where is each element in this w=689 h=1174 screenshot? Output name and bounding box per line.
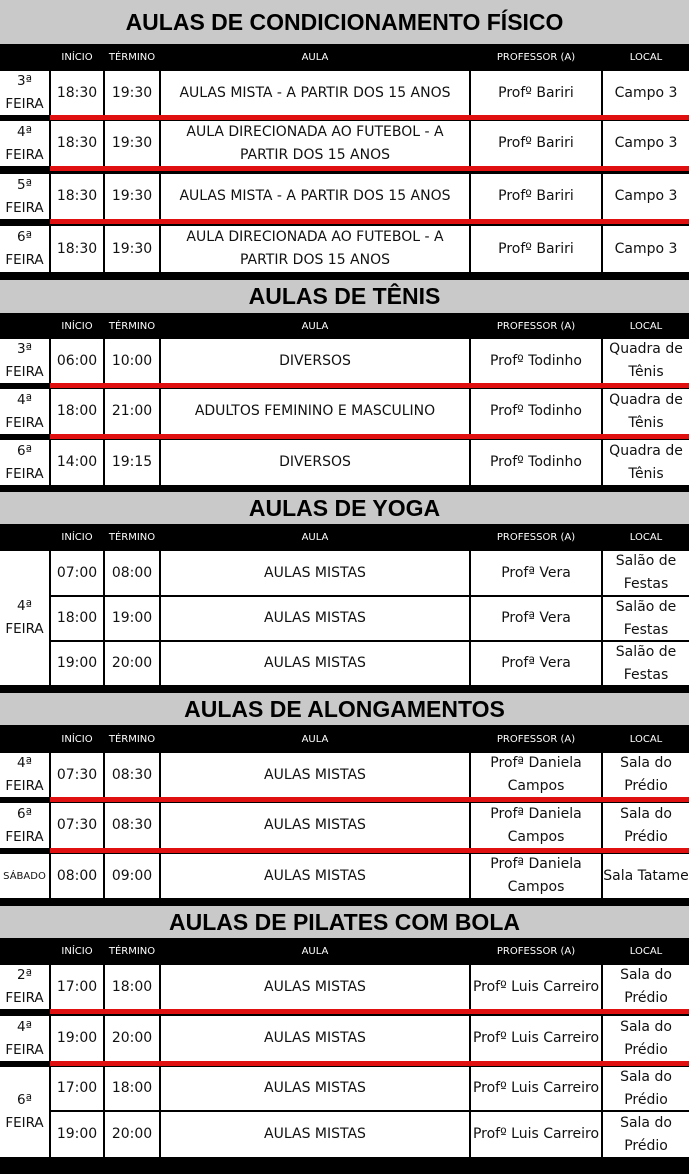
place-cell: Sala do Prédio [603,1112,689,1157]
section-title: AULAS DE ALONGAMENTOS [0,693,689,725]
teacher-cell: Profº Todinho [471,339,601,383]
header-professor: PROFESSOR (A) [496,946,576,957]
end-cell: 10:00 [105,339,159,383]
class-cell: AULAS MISTAS [161,597,469,640]
start-cell: 18:30 [51,121,103,166]
teacher-cell: Profª Daniela Campos [471,854,601,898]
start-cell: 14:00 [51,440,103,485]
teacher-cell: Profº Luis Carreiro [471,1016,601,1061]
class-cell: DIVERSOS [161,440,469,485]
end-cell: 19:30 [105,174,159,219]
end-cell: 20:00 [105,642,159,685]
teacher-cell: Profª Daniela Campos [471,753,601,797]
start-cell: 17:00 [51,965,103,1009]
day-cell: 2ª FEIRA [0,965,49,1009]
end-cell: 21:00 [105,389,159,434]
class-cell: AULAS MISTAS [161,642,469,685]
day-cell: 6ª FEIRA [0,440,49,485]
end-cell: 19:30 [105,71,159,115]
place-cell: Sala do Prédio [603,803,689,848]
start-cell: 17:00 [51,1067,103,1110]
day-cell: 4ª FEIRA [0,1016,49,1061]
header-aula: AULA [301,52,329,63]
teacher-cell: Profª Vera [471,642,601,685]
end-cell: 19:00 [105,597,159,640]
day-cell: 4ª FEIRA [0,121,49,166]
place-cell: Quadra de Tênis [603,339,689,383]
place-cell: Quadra de Tênis [603,389,689,434]
header-aula: AULA [301,733,329,745]
teacher-cell: Profº Bariri [471,121,601,166]
header-inicio: INÍCIO [61,320,93,332]
header-inicio: INÍCIO [61,733,93,745]
column-header-row [0,727,689,751]
class-cell: AULAS MISTAS [161,753,469,797]
header-professor: PROFESSOR (A) [496,52,576,63]
column-header-row [0,526,689,549]
header-termino: TÉRMINO [108,52,156,63]
start-cell: 07:30 [51,753,103,797]
start-cell: 19:00 [51,1016,103,1061]
start-cell: 08:00 [51,854,103,898]
row-separator [50,1061,689,1066]
start-cell: 07:30 [51,803,103,848]
teacher-cell: Profª Vera [471,597,601,640]
day-cell: 6ª FEIRA [0,803,49,848]
day-cell: 3ª FEIRA [0,71,49,115]
place-cell: Sala Tatame [603,854,689,898]
header-local: LOCAL [629,532,663,543]
header-local: LOCAL [629,320,663,332]
row-separator [50,219,689,224]
teacher-cell: Profº Bariri [471,174,601,219]
end-cell: 19:15 [105,440,159,485]
start-cell: 18:30 [51,71,103,115]
section-title: AULAS DE YOGA [0,492,689,524]
teacher-cell: Profª Daniela Campos [471,803,601,848]
day-cell: 3ª FEIRA [0,339,49,383]
header-aula: AULA [301,320,329,332]
place-cell: Salão de Festas [603,597,689,640]
header-inicio: INÍCIO [61,532,93,543]
class-cell: AULAS MISTA - A PARTIR DOS 15 ANOS [161,71,469,115]
header-local: LOCAL [629,52,663,63]
day-cell: SÁBADO [0,854,49,898]
place-cell: Sala do Prédio [603,965,689,1009]
header-termino: TÉRMINO [108,532,156,543]
header-aula: AULA [301,532,329,543]
teacher-cell: Profª Vera [471,551,601,595]
teacher-cell: Profº Luis Carreiro [471,1067,601,1110]
class-cell: AULAS MISTAS [161,1112,469,1157]
column-header-row [0,940,689,963]
header-termino: TÉRMINO [108,320,156,332]
section-title: AULAS DE PILATES COM BOLA [0,906,689,938]
class-cell: AULAS MISTAS [161,551,469,595]
start-cell: 18:30 [51,226,103,272]
section-title: AULAS DE TÊNIS [0,280,689,313]
header-local: LOCAL [629,733,663,745]
end-cell: 09:00 [105,854,159,898]
end-cell: 08:30 [105,803,159,848]
place-cell: Salão de Festas [603,642,689,685]
class-cell: DIVERSOS [161,339,469,383]
start-cell: 18:30 [51,174,103,219]
place-cell: Campo 3 [603,121,689,166]
end-cell: 18:00 [105,1067,159,1110]
class-cell: ADULTOS FEMININO E MASCULINO [161,389,469,434]
row-separator [50,166,689,171]
header-local: LOCAL [629,946,663,957]
class-cell: AULA DIRECIONADA AO FUTEBOL - A PARTIR DOS 15 ANOS [161,121,469,166]
teacher-cell: Profº Luis Carreiro [471,1112,601,1157]
end-cell: 20:00 [105,1112,159,1157]
teacher-cell: Profº Luis Carreiro [471,965,601,1009]
teacher-cell: Profº Todinho [471,440,601,485]
start-cell: 06:00 [51,339,103,383]
header-inicio: INÍCIO [61,52,93,63]
teacher-cell: Profº Todinho [471,389,601,434]
row-separator [50,848,689,853]
day-cell: 4ª FEIRA [0,551,49,685]
end-cell: 08:30 [105,753,159,797]
end-cell: 20:00 [105,1016,159,1061]
class-cell: AULAS MISTA - A PARTIR DOS 15 ANOS [161,174,469,219]
start-cell: 18:00 [51,597,103,640]
class-cell: AULA DIRECIONADA AO FUTEBOL - A PARTIR DOS 15 ANOS [161,226,469,272]
row-separator [50,115,689,120]
end-cell: 19:30 [105,226,159,272]
row-separator [50,797,689,802]
end-cell: 18:00 [105,965,159,1009]
place-cell: Campo 3 [603,226,689,272]
end-cell: 08:00 [105,551,159,595]
column-header-row [0,315,689,337]
day-cell: 6ª FEIRA [0,226,49,272]
row-separator [50,383,689,388]
day-cell: 5ª FEIRA [0,174,49,219]
class-cell: AULAS MISTAS [161,965,469,1009]
day-cell: 4ª FEIRA [0,389,49,434]
header-termino: TÉRMINO [108,733,156,745]
end-cell: 19:30 [105,121,159,166]
header-professor: PROFESSOR (A) [496,532,576,543]
place-cell: Campo 3 [603,71,689,115]
header-professor: PROFESSOR (A) [496,320,576,332]
class-cell: AULAS MISTAS [161,803,469,848]
header-termino: TÉRMINO [108,946,156,957]
day-cell: 6ª FEIRA [0,1067,49,1157]
place-cell: Sala do Prédio [603,1016,689,1061]
class-cell: AULAS MISTAS [161,854,469,898]
row-separator [50,434,689,439]
place-cell: Salão de Festas [603,551,689,595]
start-cell: 18:00 [51,389,103,434]
start-cell: 07:00 [51,551,103,595]
row-separator [50,1009,689,1014]
teacher-cell: Profº Bariri [471,226,601,272]
place-cell: Campo 3 [603,174,689,219]
start-cell: 19:00 [51,1112,103,1157]
class-cell: AULAS MISTAS [161,1067,469,1110]
header-aula: AULA [301,946,329,957]
column-header-row [0,46,689,69]
place-cell: Sala do Prédio [603,1067,689,1110]
start-cell: 19:00 [51,642,103,685]
header-inicio: INÍCIO [61,946,93,957]
class-cell: AULAS MISTAS [161,1016,469,1061]
place-cell: Sala do Prédio [603,753,689,797]
teacher-cell: Profº Bariri [471,71,601,115]
place-cell: Quadra de Tênis [603,440,689,485]
day-cell: 4ª FEIRA [0,753,49,797]
header-professor: PROFESSOR (A) [496,733,576,745]
section-title: AULAS DE CONDICIONAMENTO FÍSICO [0,0,689,44]
